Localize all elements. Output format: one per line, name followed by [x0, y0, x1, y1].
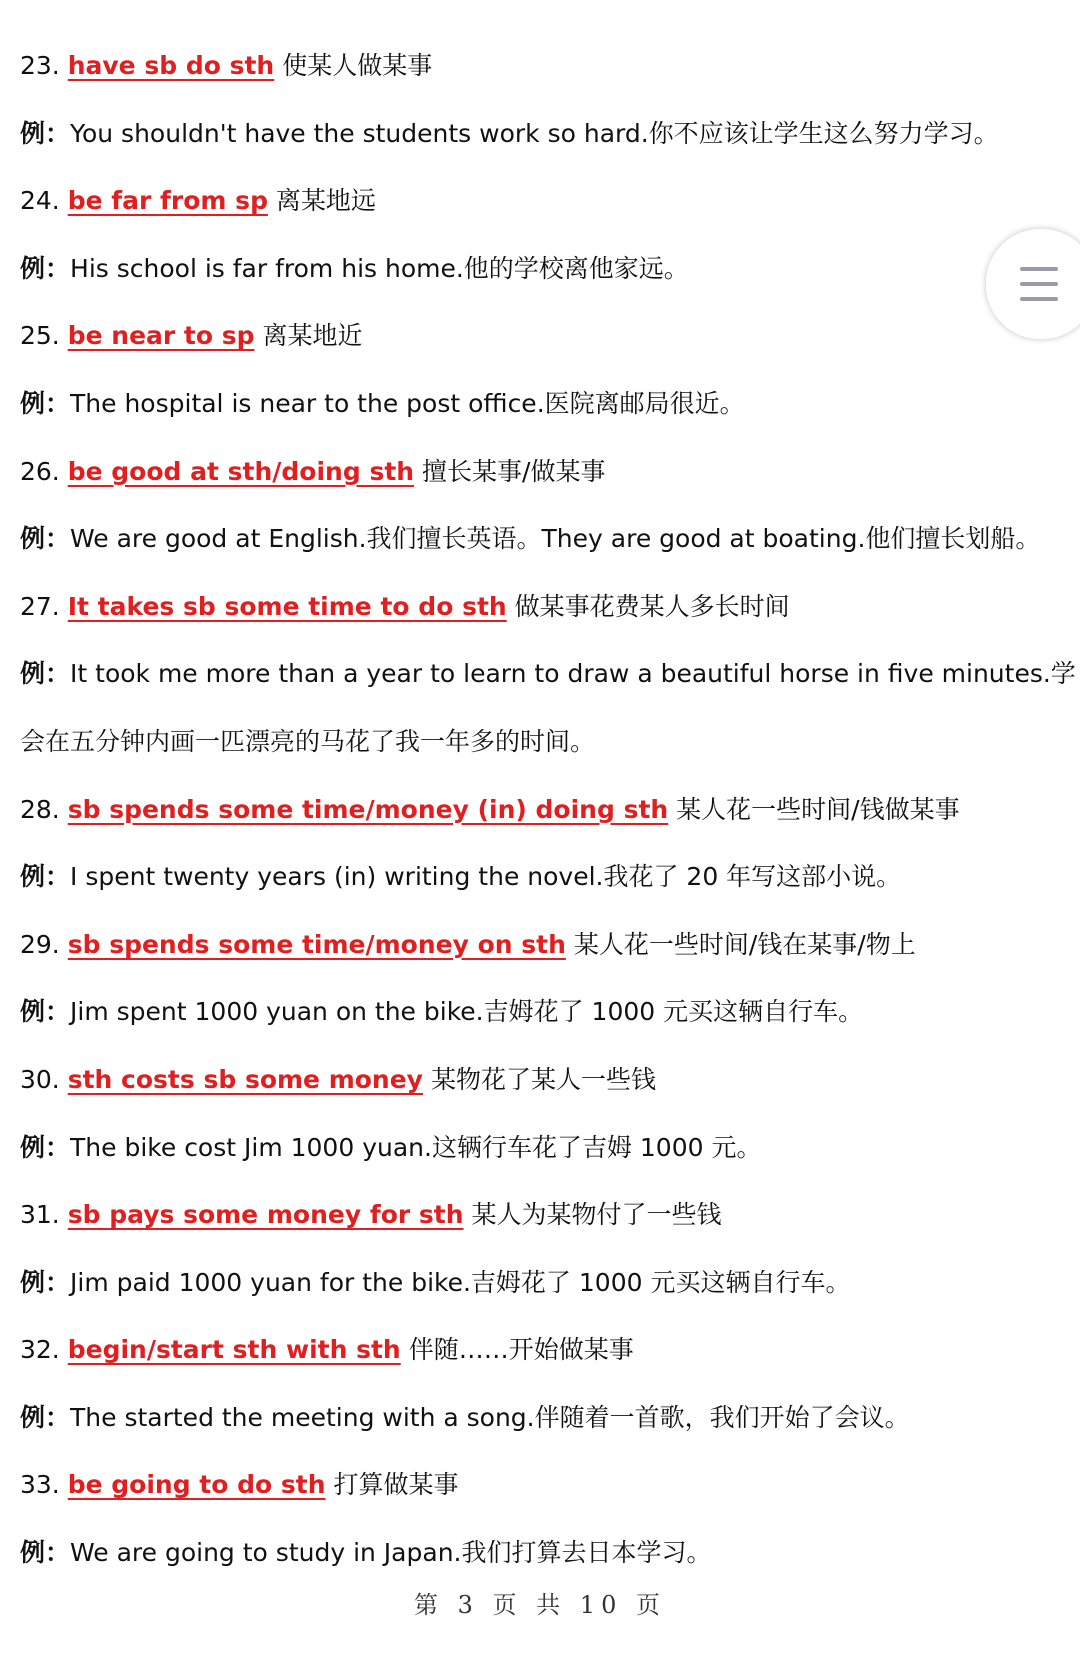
- entry-meaning: 某人为某物付了一些钱: [471, 1200, 722, 1230]
- entry-meaning: 打算做某事: [333, 1470, 459, 1500]
- entry-meaning: 离某地近: [262, 321, 363, 351]
- example-text: The started the meeting with a song.伴随着一首歌，我们开始了会议。: [70, 1402, 910, 1432]
- entry-phrase: sth costs sb some money: [67, 1064, 423, 1094]
- entry-example: [20, 1122, 1060, 1190]
- entry-heading: [20, 1459, 1060, 1527]
- example-label: 例：: [20, 118, 71, 148]
- example-text: We are good at English.我们擅长英语。They are good at boating.他们擅长划船。: [70, 524, 1041, 554]
- entry-heading: [20, 446, 1060, 514]
- entry-number: 30.: [20, 1064, 60, 1094]
- entry-meaning: 某物花了某人一些钱: [430, 1064, 656, 1094]
- entry-example: [20, 1257, 1060, 1325]
- entry-phrase: sb spends some time/money on sth: [67, 929, 566, 959]
- example-label: 例：: [20, 1538, 71, 1568]
- entry-example: [20, 1392, 1060, 1460]
- entry-meaning: 某人花一些时间/钱在某事/物上: [573, 929, 916, 959]
- entry-phrase: It takes sb some time to do sth: [67, 591, 507, 621]
- entry-heading: [20, 310, 1060, 378]
- entry-phrase: be going to do sth: [67, 1470, 326, 1500]
- entry-heading: [20, 581, 1060, 649]
- entry-phrase: be near to sp: [67, 321, 255, 351]
- entry-phrase: be good at sth/doing sth: [67, 456, 415, 486]
- entry-heading: [20, 1054, 1060, 1122]
- entry-number: 23.: [20, 51, 60, 80]
- entry-example: [20, 851, 1060, 919]
- entry-example: [20, 513, 1060, 581]
- entry-heading: [20, 40, 1060, 108]
- entry-heading: [20, 1189, 1060, 1257]
- example-label: 例：: [20, 659, 71, 689]
- example-text: His school is far from his home.他的学校离他家远。: [70, 253, 689, 283]
- example-label: 例：: [20, 1402, 71, 1432]
- entry-meaning: 伴随……开始做某事: [408, 1335, 634, 1365]
- example-label: 例：: [20, 388, 71, 418]
- example-text: The bike cost Jim 1000 yuan.这辆行车花了吉姆 1000 元。: [70, 1132, 762, 1162]
- entry-example: [20, 243, 1060, 311]
- entry-example: [20, 108, 1060, 176]
- entry-meaning: 擅长某事/做某事: [422, 456, 606, 486]
- example-text: The hospital is near to the post office.医院离邮局很近。: [70, 388, 745, 418]
- entry-phrase: sb spends some time/money (in) doing sth: [67, 794, 669, 824]
- example-text: Jim spent 1000 yuan on the bike.吉姆花了 1000 元买这辆自行车。: [70, 997, 864, 1027]
- example-text-continued: 会在五分钟内画一匹漂亮的马花了我一年多的时间。: [20, 726, 596, 756]
- entry-heading: [20, 784, 1060, 852]
- document-body: [20, 40, 1076, 1595]
- entry-phrase: have sb do sth: [67, 51, 275, 80]
- entry-number: 31.: [20, 1200, 60, 1230]
- entry-example: [20, 378, 1060, 446]
- example-text: You shouldn't have the students work so hard.你不应该让学生这么努力学习。: [70, 118, 999, 148]
- entry-phrase: sb pays some money for sth: [67, 1200, 464, 1230]
- entry-meaning: 使某人做某事: [282, 51, 433, 80]
- page-number-footer: 第 3 页 共 10 页: [414, 1591, 666, 1619]
- example-text: It took me more than a year to learn to draw a beautiful horse in five minutes.学: [70, 659, 1076, 689]
- example-text: I spent twenty years (in) writing the novel.我花了 20 年写这部小说。: [70, 862, 902, 892]
- example-label: 例：: [20, 1267, 71, 1297]
- example-label: 例：: [20, 253, 71, 283]
- entry-number: 27.: [20, 591, 60, 621]
- entry-meaning: 离某地远: [275, 186, 376, 216]
- example-text: We are going to study in Japan.我们打算去日本学习。: [70, 1538, 712, 1568]
- entry-heading: [20, 175, 1060, 243]
- entry-phrase: begin/start sth with sth: [67, 1335, 401, 1365]
- entry-phrase: be far from sp: [67, 186, 268, 216]
- example-label: 例：: [20, 862, 71, 892]
- entry-number: 33.: [20, 1470, 60, 1500]
- entry-number: 28.: [20, 794, 60, 824]
- entry-number: 24.: [20, 186, 60, 216]
- example-label: 例：: [20, 524, 71, 554]
- entry-number: 25.: [20, 321, 60, 351]
- entry-meaning: 做某事花费某人多长时间: [514, 591, 790, 621]
- entry-number: 32.: [20, 1335, 60, 1365]
- entry-number: 26.: [20, 456, 60, 486]
- example-text: Jim paid 1000 yuan for the bike.吉姆花了 1000 元买这辆自行车。: [70, 1267, 851, 1297]
- entry-example: [20, 986, 1060, 1054]
- entry-example: [20, 648, 1076, 716]
- entry-heading: [20, 919, 1060, 987]
- example-label: 例：: [20, 1132, 71, 1162]
- entry-meaning: 某人花一些时间/钱做某事: [676, 794, 960, 824]
- example-label: 例：: [20, 997, 71, 1027]
- entry-heading: [20, 1324, 1060, 1392]
- entry-example-continued: [20, 716, 1060, 784]
- entry-number: 29.: [20, 929, 60, 959]
